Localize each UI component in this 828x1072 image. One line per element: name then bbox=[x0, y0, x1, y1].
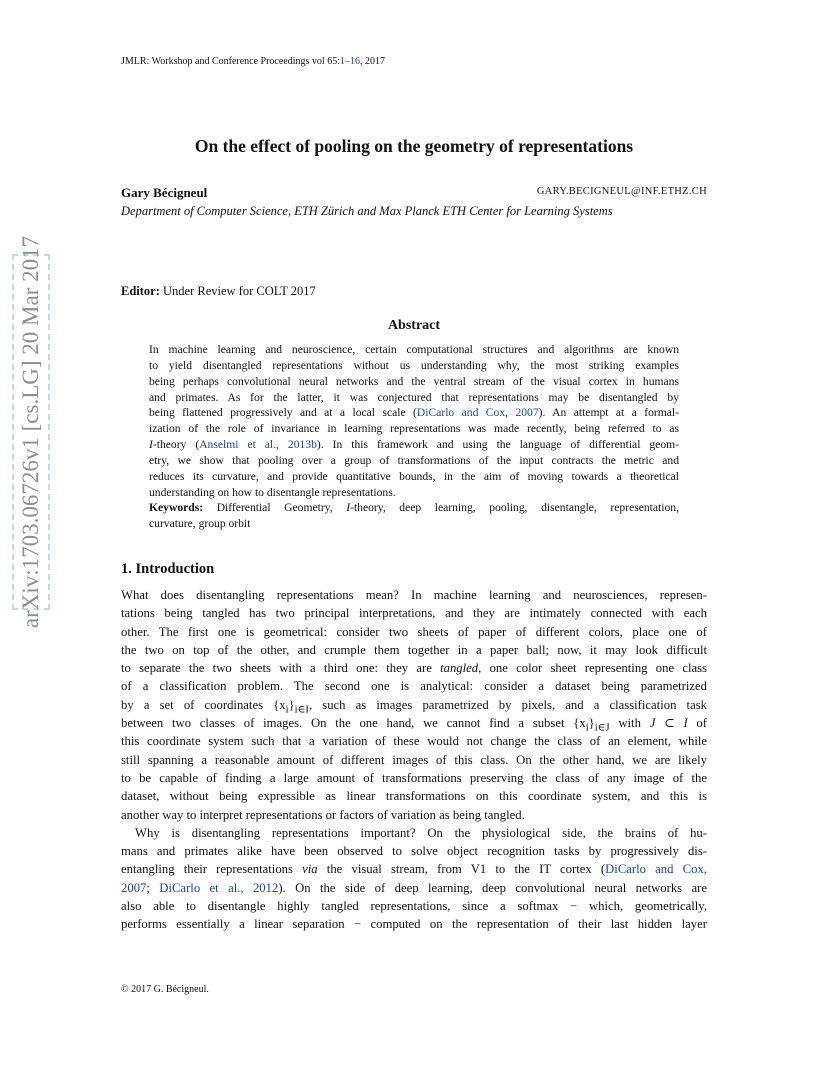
editor-label: Editor: bbox=[121, 284, 160, 298]
author-affiliation: Department of Computer Science, ETH Zürich and Max Planck ETH Center for Learning Systems bbox=[121, 204, 613, 218]
math: J ⊂ I bbox=[649, 716, 688, 731]
body-line: by a set of coordinates $\{x_i\}_{i\in I}$, such as images parametrized by pixels, and a classification task bbox=[121, 697, 707, 716]
arxiv-stamp bbox=[12, 235, 50, 629]
body-line: dataset, without being expressible as linear transformations on this coordinate system, and this is bbox=[121, 789, 707, 804]
body-line: What does disentangling representations mean? In machine learning and neurosciences, represen- bbox=[121, 588, 707, 602]
body-line: 2007; DiCarlo et al., 2012). On the side of deep learning, deep convolutional neural networks are bbox=[121, 880, 707, 895]
body-text bbox=[121, 586, 707, 934]
abstract-line: In machine learning and neuroscience, certain computational structures and algorithms are known bbox=[149, 343, 679, 356]
citation-link[interactable]: 2007 bbox=[515, 406, 539, 420]
body-line: to be capable of finding a large amount of transformations preserving the class of any image of the bbox=[121, 770, 707, 785]
editor-line bbox=[121, 284, 316, 299]
body-line: performs essentially a linear separation − computed on the representation of their last hidden layer bbox=[121, 917, 707, 932]
editor-value: Under Review for COLT 2017 bbox=[159, 284, 316, 298]
body-line: the two on top of the other, and crumple them together in a paper ball; now, it may look difficult bbox=[121, 642, 707, 657]
author-name: Gary Bécigneul bbox=[121, 185, 208, 200]
running-head: JMLR: Workshop and Conference Proceedings vol 65:1–16, 2017 bbox=[121, 56, 385, 67]
body-line: entangling their representations via the visual stream, from V1 to the IT cortex (DiCarlo and Cox, bbox=[121, 862, 707, 877]
keywords-label: Keywords: bbox=[149, 501, 204, 515]
section-heading: 1. Introduction bbox=[121, 561, 215, 577]
page-range-link[interactable]: 1–16 bbox=[339, 56, 360, 67]
math: $\{x_i\}_{i\in J}$ bbox=[573, 716, 610, 734]
body-line: between two classes of images. On the one hand, we cannot find a subset $\{x_i\}_{i\in J}$ with J ⊂ I of bbox=[121, 716, 707, 734]
body-line: tations being tangled has two principal interpretations, and they are intimately connected with each bbox=[121, 606, 707, 621]
body-line: this coordinate system such that a variation of these would not change the class of an element, while bbox=[121, 734, 707, 749]
abstract-line: I-theory (Anselmi et al., 2013b). In this framework and using the language of differential geom- bbox=[149, 438, 679, 452]
abstract-line: to yield disentangled representations without us understanding why, the most striking examples bbox=[149, 358, 679, 372]
citation-link[interactable]: DiCarlo and Cox bbox=[416, 406, 506, 420]
arxiv-id: arXiv:1703.06726v1 [cs.LG] 20 Mar 2017 bbox=[18, 235, 43, 629]
author-email: GARY.BECIGNEUL@INF.ETHZ.CH bbox=[536, 186, 707, 197]
paper-title: On the effect of pooling on the geometry of representations bbox=[194, 136, 634, 156]
citation-link[interactable]: 2007 bbox=[121, 880, 147, 895]
body-line: Why is disentangling representations important? On the physiological side, the brains of hu- bbox=[135, 825, 707, 840]
abstract-line: and primates. As for the latter, it was conjectured that representations may be disentangled by bbox=[149, 390, 679, 404]
body-line: other. The first one is geometrical: consider two sheets of paper of different colors, place one of bbox=[121, 624, 707, 639]
abstract-line: ization of the role of invariance in learning representations was made recently, being referred to as bbox=[149, 422, 679, 436]
abstract-heading: Abstract bbox=[387, 318, 441, 333]
body-line: also able to disentangle highly tangled representations, since a softmax − which, geometrically, bbox=[121, 899, 707, 914]
citation-link[interactable]: DiCarlo and Cox, bbox=[605, 862, 707, 877]
body-line: still spanning a reasonable amount of different images of this class. On the other hand, we are likely bbox=[121, 752, 707, 767]
abstract-line: etry, we show that pooling over a group of transformations of the input contracts the metric and bbox=[149, 453, 679, 467]
abstract-line: reduces its curvature, and provide quantitative bounds, in the aim of moving towards a theoretical bbox=[149, 469, 679, 483]
abstract-line: being perhaps convolutional neural networks and the ventral stream of the visual cortex in humans bbox=[149, 374, 679, 388]
abstract-line: understanding on how to disentangle representations. bbox=[149, 485, 396, 499]
keywords-line: curvature, group orbit bbox=[149, 517, 251, 531]
body-line: to separate the two sheets with a third one: they are tangled, one color sheet representing one class bbox=[121, 661, 707, 676]
body-line: another way to interpret representations or factors of variation as being tangled. bbox=[121, 807, 525, 822]
abstract-body bbox=[149, 342, 679, 532]
math: $\{x_i\}_{i\in I}$ bbox=[273, 697, 309, 716]
keywords-line: Keywords: Differential Geometry, I-theory, deep learning, pooling, disentangle, representation, bbox=[149, 501, 679, 515]
author-row bbox=[121, 184, 707, 202]
body-line: of a classification problem. The second one is analytical: consider a dataset being parametrized bbox=[121, 679, 707, 694]
abstract-line: being flattened progressively and at a local scale (DiCarlo and Cox, 2007). An attempt at a formal- bbox=[149, 406, 680, 420]
body-line: mans and primates alike have been observed to solve object recognition tasks by progressively dis- bbox=[121, 844, 707, 859]
citation-link[interactable]: Anselmi et al., 2013b bbox=[199, 438, 317, 452]
copyright-notice: © 2017 G. Bécigneul. bbox=[121, 984, 209, 995]
citation-link[interactable]: DiCarlo et al., 2012 bbox=[159, 880, 279, 895]
